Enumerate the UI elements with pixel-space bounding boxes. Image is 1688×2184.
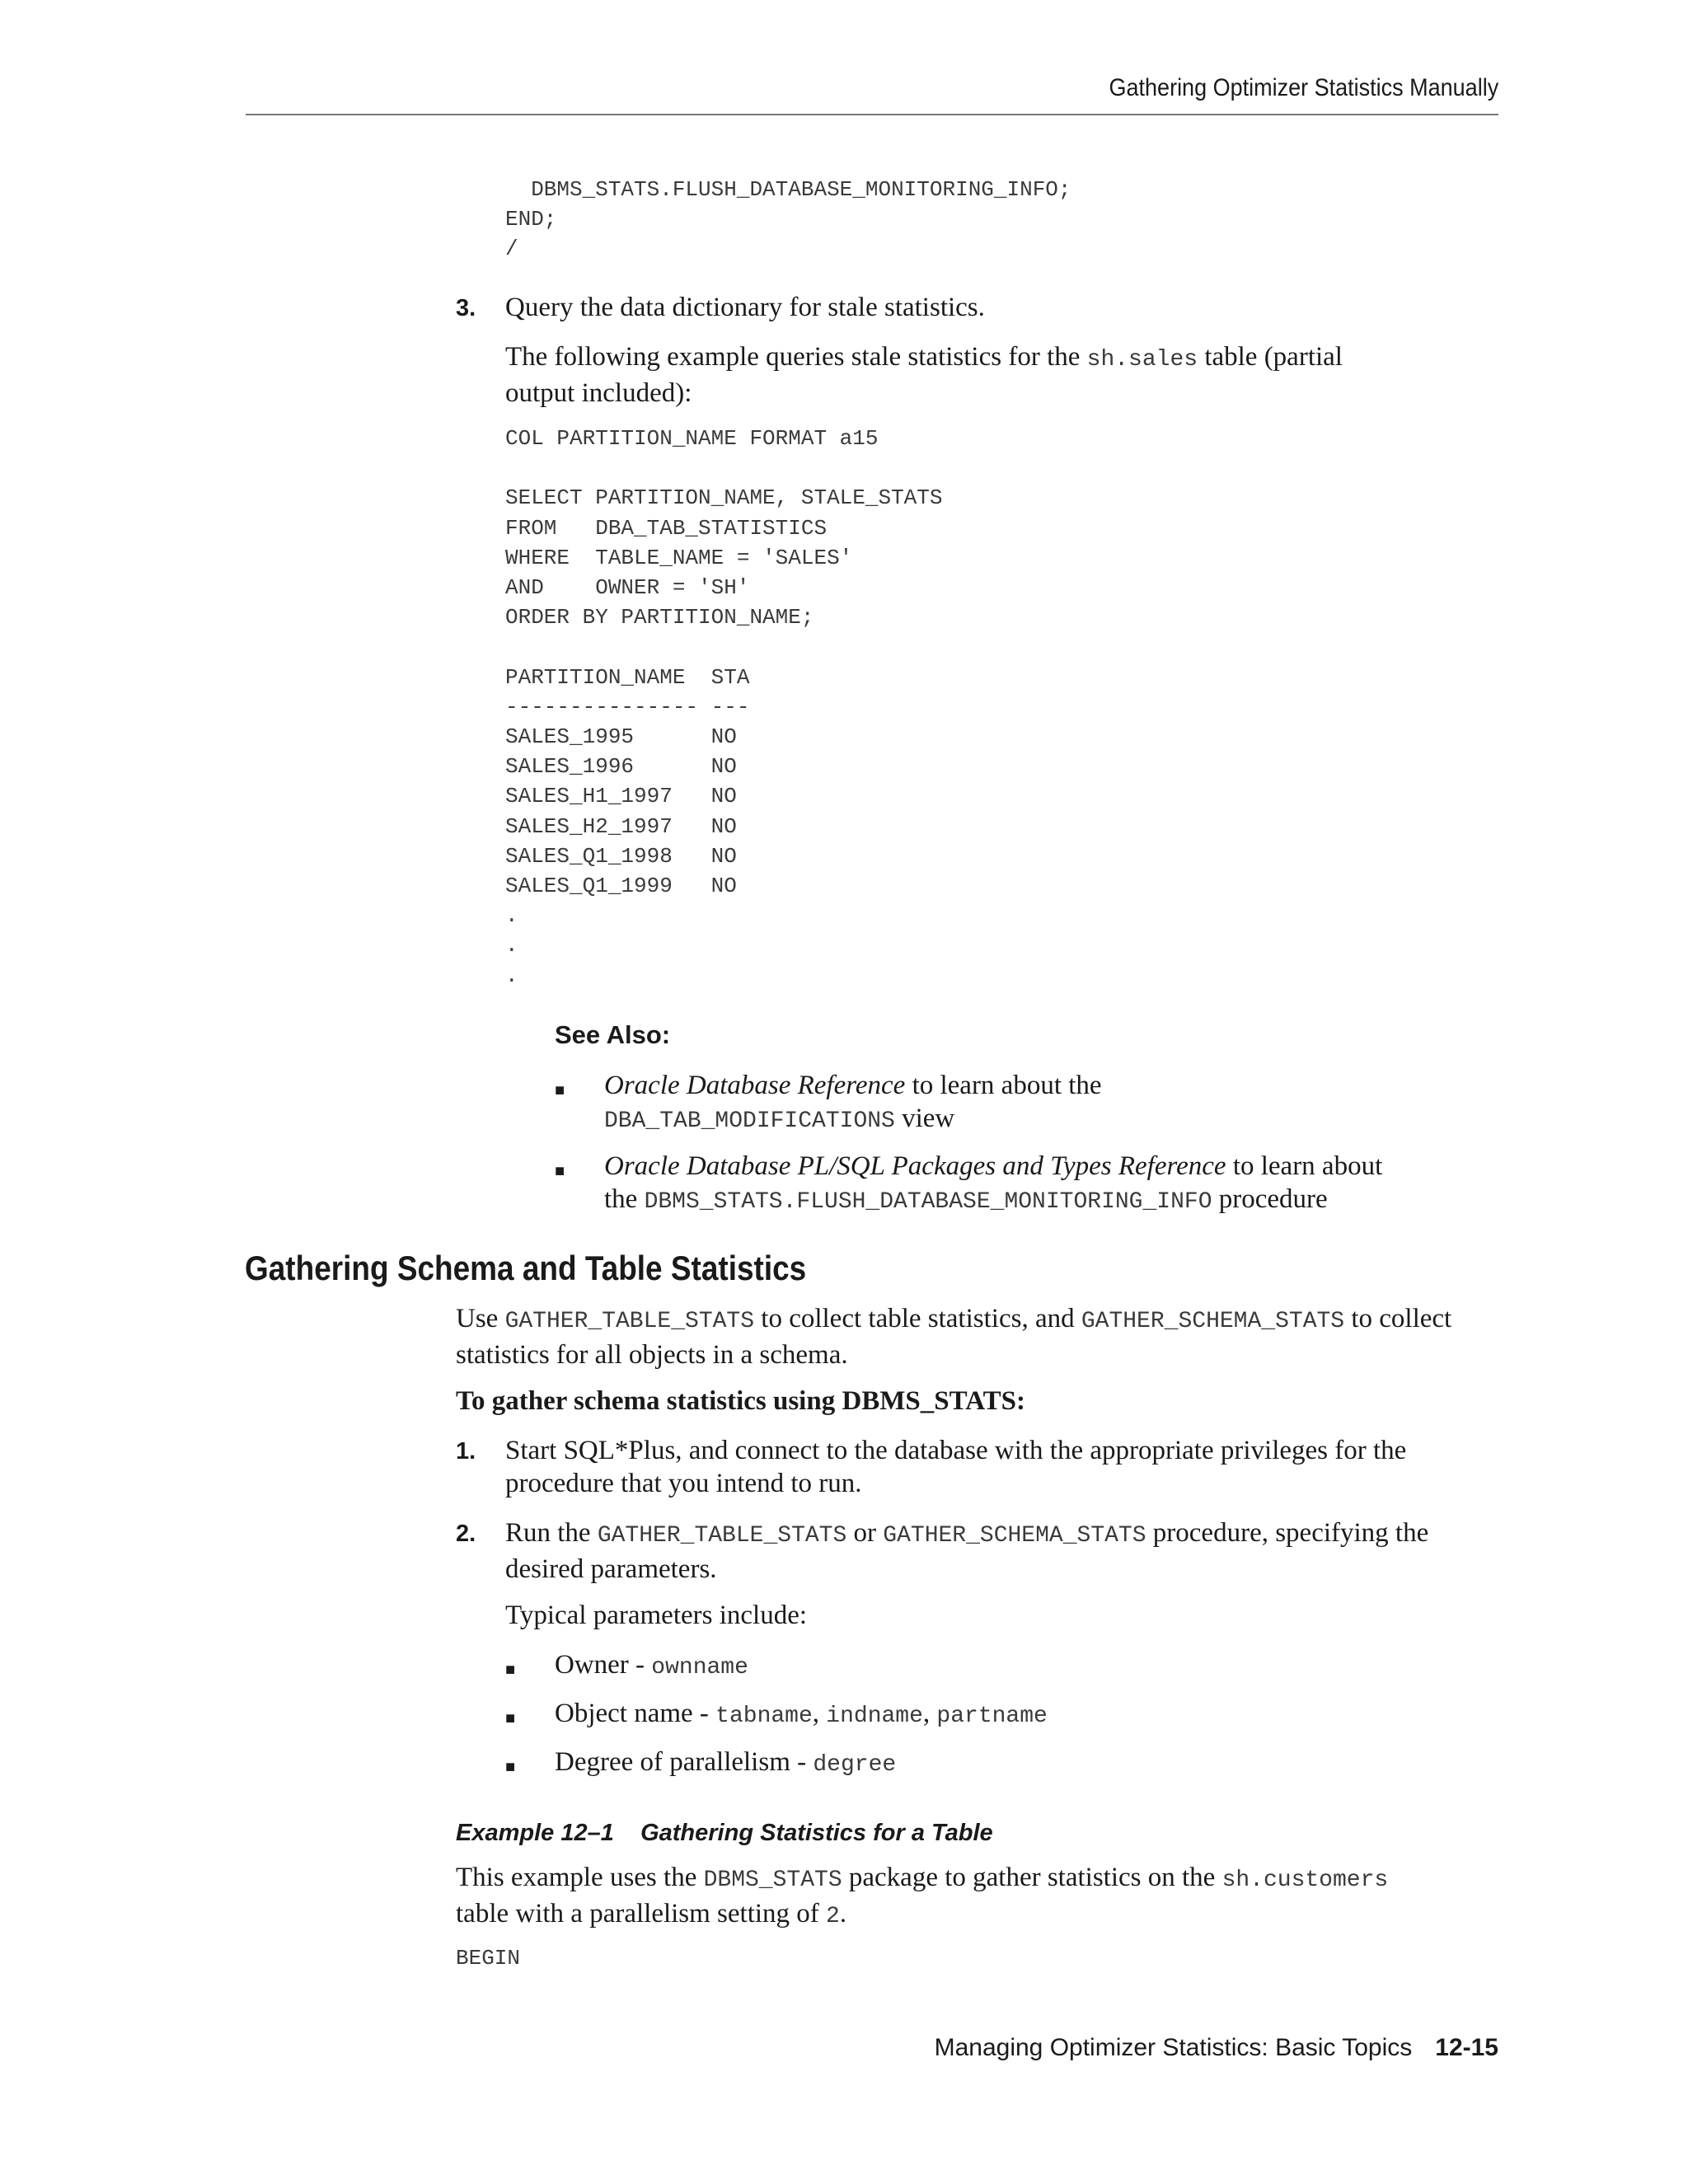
- step-3-text: Query the data dictionary for stale statistics.: [505, 293, 985, 322]
- header-rule: [246, 114, 1498, 115]
- step-number-3: 3.: [456, 295, 476, 321]
- bullet-icon: ■: [505, 1709, 516, 1727]
- param-degree: Degree of parallelism - degree: [555, 1747, 897, 1778]
- bullet-icon: ■: [505, 1758, 516, 1776]
- code-block-begin: BEGIN: [456, 1946, 521, 1971]
- page-number: 12-15: [1435, 2034, 1498, 2061]
- param-object-name: Object name - tabname, indname, partname: [555, 1699, 1048, 1729]
- see-also-item-1: Oracle Database Reference to learn about the DBA_TAB_MODIFICATIONS view: [604, 1071, 1102, 1134]
- running-header: Gathering Optimizer Statistics Manually: [1109, 74, 1498, 101]
- step-1-text: Start SQL*Plus, and connect to the database with the appropriate privileges for the procedure that you intend to run.: [505, 1436, 1407, 1498]
- inline-code: sh.sales: [1086, 347, 1198, 373]
- section-intro: Use GATHER_TABLE_STATS to collect table statistics, and GATHER_SCHEMA_STATS to collect statistics for all objects in a schema.: [456, 1304, 1452, 1370]
- page-footer: [935, 2034, 1498, 2062]
- see-also-item-2: Oracle Database PL/SQL Packages and Types Reference to learn about the DBMS_STATS.FLUSH_DATABASE_MONITORING_INFO procedure: [604, 1151, 1383, 1215]
- step-3-description: The following example queries stale statistics for the sh.sales table (partial output included):: [505, 342, 1343, 408]
- step-2-text: Run the GATHER_TABLE_STATS or GATHER_SCHEMA_STATS procedure, specifying the desired parameters.: [505, 1518, 1429, 1584]
- bullet-icon: ■: [505, 1661, 516, 1679]
- example-title: Example 12–1 Gathering Statistics for a Table: [456, 1820, 993, 1846]
- see-also-title: See Also:: [555, 1020, 671, 1049]
- bullet-icon: ■: [555, 1081, 565, 1099]
- footer-title: Managing Optimizer Statistics: Basic Topics: [934, 2034, 1413, 2061]
- code-block-flush: DBMS_STATS.FLUSH_DATABASE_MONITORING_INFO; END; /: [505, 177, 1071, 262]
- bullet-icon: ■: [555, 1162, 565, 1180]
- procedure-title: To gather schema statistics using DBMS_STATS:: [456, 1386, 1025, 1416]
- step-number-1: 1.: [456, 1438, 476, 1465]
- example-description: This example uses the DBMS_STATS package to gather statistics on the sh.customers table with a parallelism setting of 2.: [456, 1863, 1389, 1929]
- step-number-2: 2.: [456, 1521, 476, 1547]
- section-heading: Gathering Schema and Table Statistics: [245, 1249, 807, 1287]
- code-block-query: COL PARTITION_NAME FORMAT a15 SELECT PARTITION_NAME, STALE_STATS FROM DBA_TAB_STATISTICS WHERE TABLE_NAME = 'SALES' AND OWNER = 'SH' ORDER BY PARTITION_NAME; PARTITION_NAME STA --------------- --- SALES_1995 NO SALES_1996 NO SALES_H1_1997 NO SALES_H2_1997 NO SALES_Q1_1998 NO SALES_Q1_1999 NO . . .: [505, 426, 943, 988]
- param-owner: Owner - ownname: [555, 1650, 748, 1680]
- typical-parameters-label: Typical parameters include:: [505, 1601, 808, 1630]
